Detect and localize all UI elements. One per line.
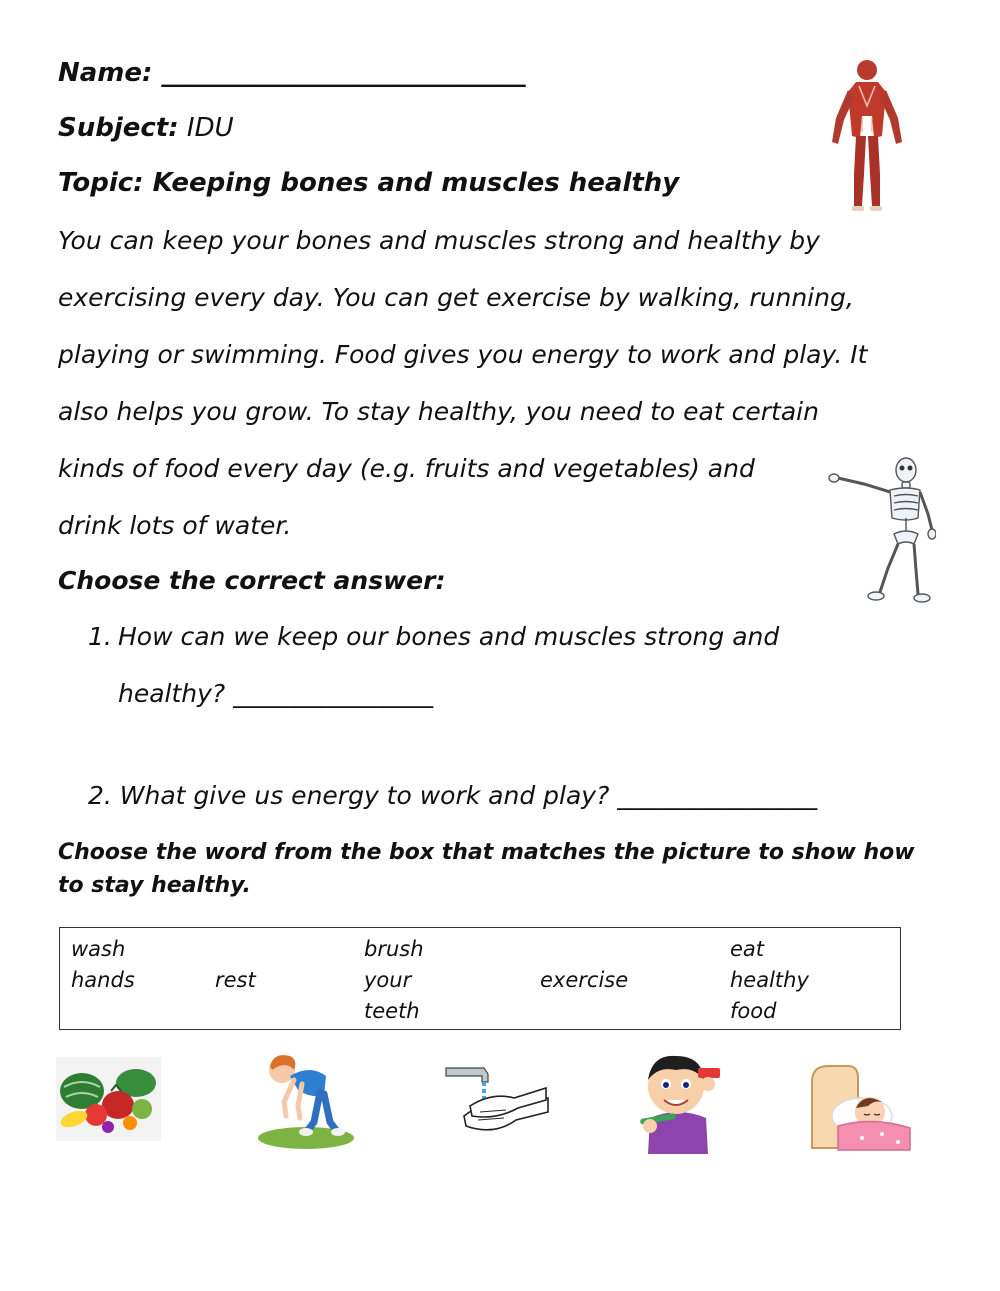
hand-washing-icon [444,1060,552,1138]
question-1-number: 1. [88,622,112,651]
word-wash-hands[interactable]: wash hands [71,937,135,992]
question-1-line-2[interactable]: healthy? ________________ [118,679,434,708]
question-1-line-1: How can we keep our bones and muscles strong and [118,622,780,651]
exercise-girl-icon [254,1046,356,1150]
section-choose-answer-title: Choose the correct answer: [58,566,446,595]
word-eat-healthy-food[interactable]: eat healthy food [730,937,809,1023]
word-box [59,927,901,1030]
subject-line [58,113,234,143]
word-rest[interactable]: rest [215,968,256,992]
skeleton-icon [828,456,936,606]
word-exercise[interactable]: exercise [540,968,629,992]
fruits-vegetables-icon [56,1057,161,1141]
topic-line [58,168,679,198]
name-blank[interactable]: ____________________________ [161,58,526,88]
subject-label: Subject: [58,113,179,143]
girl-sleeping-icon [808,1062,914,1154]
reading-line: also helps you grow. To stay healthy, you need to eat certain [58,397,819,426]
topic-label: Topic: [58,168,144,198]
question-2[interactable]: 2. What give us energy to work and play? ________________ [88,781,818,810]
section-match-instruction: Choose the word from the box that matches the picture to show how to stay healthy. [58,840,915,898]
reading-line: kinds of food every day (e.g. fruits and vegetables) and [58,454,755,483]
reading-line: playing or swimming. Food gives you energy to work and play. It [58,340,868,369]
muscle-body-icon [826,56,908,216]
reading-line: drink lots of water. [58,511,292,540]
word-brush-teeth[interactable]: brush your teeth [364,937,424,1023]
boy-brushing-teeth-icon [636,1048,726,1154]
name-label: Name: [58,58,153,88]
subject-value: IDU [186,113,234,143]
name-line [58,58,526,88]
reading-line: You can keep your bones and muscles strong and healthy by [58,226,820,255]
topic-value: Keeping bones and muscles healthy [152,168,680,198]
reading-paragraph [58,212,928,554]
reading-line: exercising every day. You can get exercise by walking, running, [58,283,854,312]
